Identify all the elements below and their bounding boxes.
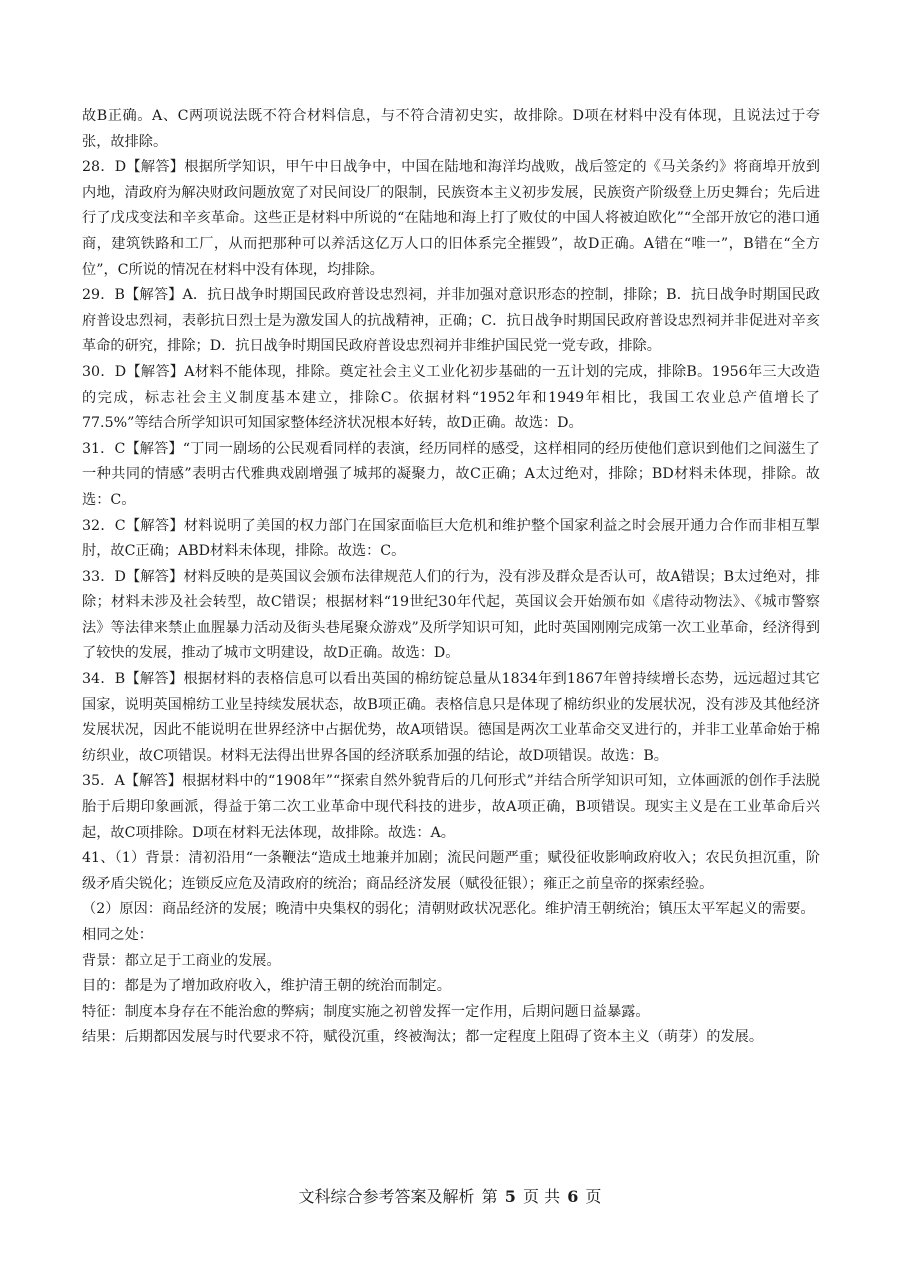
answer-41-part2: （2）原因：商品经济的发展；晚清中央集权的弱化；清朝财政状况恶化。维护清王朝统治；镇压太平军起义的需要。 bbox=[82, 901, 815, 918]
answer-41-part1: 41、（1）背景：清初沿用“一条鞭法“造成土地兼并加剧；流民问题严重；赋役征收影响政府收入；农民负担沉重，阶级矛盾尖锐化；连锁反应危及清政府的统治；商品经济发展（赋役征银）；雍正之前皇帝的探索经验。 bbox=[82, 850, 820, 892]
page-footer bbox=[0, 1184, 900, 1207]
answer-28: 28．D【解答】根据所学知识，甲午中日战争中，中国在陆地和海洋均战败，战后签定的《马关条约》将商埠开放到内地，清政府为解决财政问题放宽了对民间设厂的限制，民族资本主义初步发展，民族资产阶级登上历史舞台；先后进行了戊戌变法和辛亥革命。这些正是材料中所说的“在陆地和海上打了败仗的中国人将被迫欧化”“全部开放它的港口通商，建筑铁路和工厂，从而把那种可以养活这亿万人口的旧体系完全摧毁”，故D正确。A错在“唯一”，B错在“全方位”，C所说的情况在材料中没有体现，均排除。 bbox=[82, 159, 820, 278]
answer-33: 33．D【解答】材料反映的是英国议会颁布法律规范人们的行为，没有涉及群众是否认可，故A错误；B太过绝对，排除；材料未涉及社会转型，故C错误；根据材料“19世纪30年代起，英国议会开始颁布如《虐待动物法》、《城市警察法》等法律来禁止血腥暴力活动及街头巷尾聚众游戏”及所学知识可知，此时英国刚刚完成第一次工业革命，经济得到了较快的发展，推动了城市文明建设，故D正确。故选：D。 bbox=[82, 568, 820, 662]
footer-page-suffix: 页 bbox=[585, 1187, 602, 1206]
answer-content bbox=[82, 104, 820, 1051]
similarity-features: 特征：制度本身存在不能治愈的弊病；制度实施之初曾发挥一定作用，后期问题日益暴露。 bbox=[82, 1003, 650, 1020]
footer-total-pages: 6 bbox=[567, 1187, 579, 1206]
answer-34: 34．B【解答】根据材料的表格信息可以看出英国的棉纺锭总量从1834年到1867年曾持续增长态势，远远超过其它国家，说明英国棉纺工业呈持续发展状态，故B项正确。表格信息只是体现了棉纺织业的发展状况，没有涉及其他经济发展状况，因此不能说明在世界经济中占据优势，故A项错误。德国是两次工业革命交叉进行的，并非工业革命始于棉纺织业，故C项错误。材料无法得出世界各国的经济联系加强的结论，故D项错误。故选：B。 bbox=[82, 671, 820, 764]
answer-30: 30．D【解答】A材料不能体现，排除。奠定社会主义工业化初步基础的一五计划的完成，排除B。1956年三大改造的完成，标志社会主义制度基本建立，排除C。依据材料“1952年和1949年相比，我国工农业总产值增长了77.5%”等结合所学知识可知国家整体经济状况根本好转，故D正确。故选：D。 bbox=[82, 363, 820, 432]
similarities-heading: 相同之处： bbox=[82, 927, 153, 943]
footer-title: 文科综合参考答案及解析 bbox=[298, 1187, 475, 1206]
answer-32: 32．C【解答】材料说明了美国的权力部门在国家面临巨大危机和维护整个国家利益之时会展开通力合作而非相互掣肘，故C正确；ABD材料未体现，排除。故选：C。 bbox=[82, 517, 820, 560]
answer-35: 35．A【解答】根据材料中的“1908年”“探索自然外貌背后的几何形式”并结合所学知识可知，立体画派的创作手法脱胎于后期印象画派，得益于第二次工业革命中现代科技的进步，故A项正确，B项错误。现实主义是在工业革命后兴起，故C项排除。D项在材料无法体现，故排除。故选：A。 bbox=[82, 773, 820, 841]
paragraph-continuation: 故B正确。A、C两项说法既不符合材料信息，与不符合清初史实，故排除。D项在材料中没有体现，且说法过于夸张，故排除。 bbox=[82, 108, 820, 150]
answer-29: 29．B【解答】A．抗日战争时期国民政府普设忠烈祠，并非加强对意识形态的控制，排除；B．抗日战争时期国民政府普设忠烈祠，表彰抗日烈士是为激发国人的抗战精神，正确；C．抗日战争时期国民政府普设忠烈祠并非促进对辛亥革命的研究，排除；D．抗日战争时期国民政府普设忠烈祠并非维护国民党一党专政，排除。 bbox=[82, 287, 820, 355]
answer-31: 31．C【解答】“丁同一剧场的公民观看同样的表演，经历同样的感受，这样相同的经历使他们意识到他们之间滋生了一种共同的情感”表明古代雅典戏剧增强了城邦的凝聚力，故C正确；A太过绝对，排除；BD材料未体现，排除。故选：C。 bbox=[82, 440, 820, 508]
similarity-purpose: 目的：都是为了增加政府收入，维护清王朝的统治而制定。 bbox=[82, 978, 451, 995]
similarity-results: 结果：后期都因发展与时代要求不符，赋役沉重，终被淘汰；都一定程度上阻碍了资本主义（萌芽）的发展。 bbox=[82, 1029, 764, 1046]
similarity-background: 背景：都立足于工商业的发展。 bbox=[82, 952, 281, 969]
footer-page-mid: 页 共 bbox=[523, 1187, 561, 1206]
footer-page-prefix: 第 bbox=[481, 1187, 498, 1206]
footer-page-number: 5 bbox=[504, 1187, 516, 1206]
